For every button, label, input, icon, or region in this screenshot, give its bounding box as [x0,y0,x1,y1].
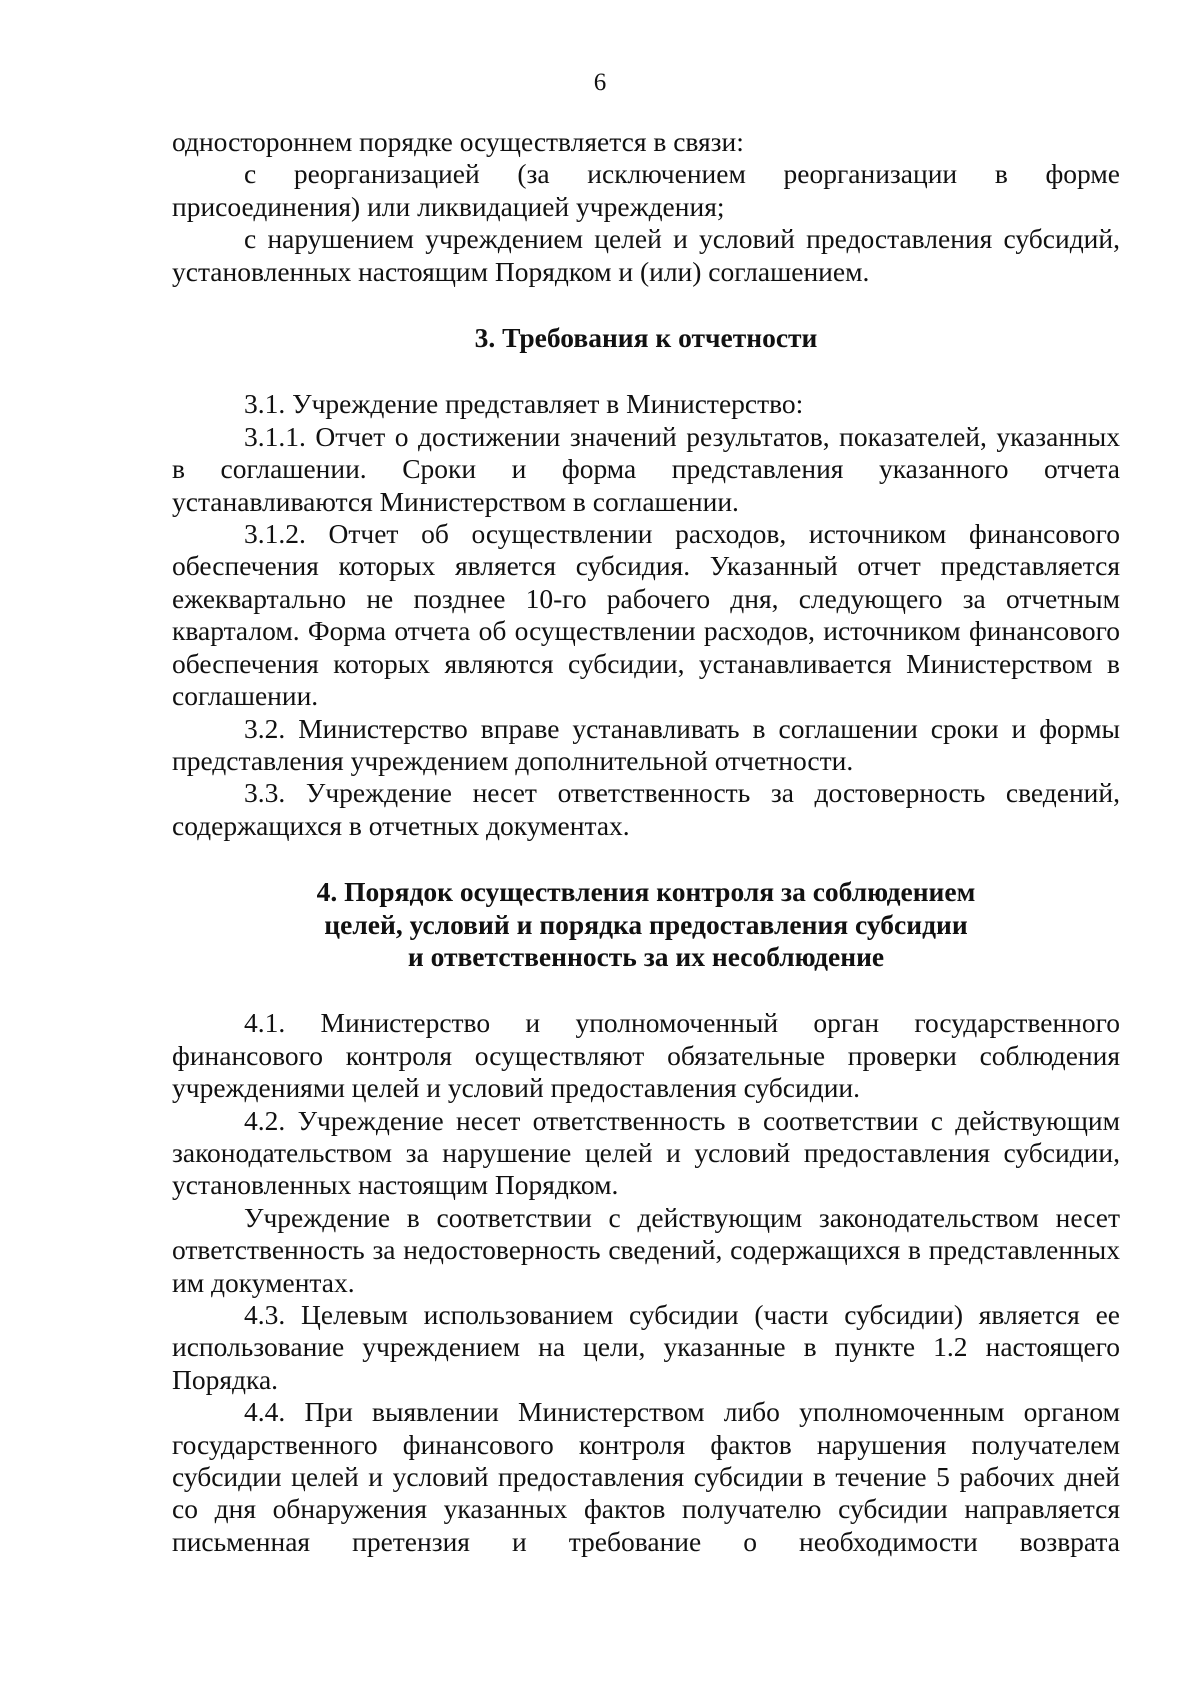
paragraph-section2-tail-3: с нарушением учреждением целей и условий предоставления субсидий, установленных настоящим Порядком и (или) соглашением. [172,223,1120,287]
section4-heading-line3: и ответственность за их несоблюдение [407,940,885,972]
paragraph-section2-tail-1: одностороннем порядке осуществляется в связи: [172,126,744,157]
paragraph-4-2-b: Учреждение в соответствии с действующим законодательством несет ответственность за недостоверность сведений, содержащихся в представленных им документах. [172,1201,1120,1298]
spacer [172,973,1120,1007]
paragraph-4-1: 4.1. Министерство и уполномоченный орган государственного финансового контроля осуществляют обязательные проверки соблюдения учреждениями целей и условий предоставления субсидии. [172,1007,1120,1104]
paragraph-3-1-1: 3.1.1. Отчет о достижении значений результатов, показателей, указанных в соглашении. Сроки и форма представления указанного отчета устанавливаются Министерством в соглашении. [172,420,1120,517]
section4-heading-line2: целей, условий и порядка предоставления субсидии [324,908,968,940]
paragraph-3-1: 3.1. Учреждение представляет в Министерство: [244,388,804,420]
section4-heading-line1: 4. Порядок осуществления контроля за соблюдением [316,876,976,908]
paragraph-section2-tail-2: с реорганизацией (за исключением реорганизации в форме присоединения) или ликвидацией учреждения; [172,158,1120,222]
paragraph-3-1-2: 3.1.2. Отчет об осуществлении расходов, источником финансового обеспечения которых является субсидия. Указанный отчет представляется ежеквартально не позднее 10-го рабочего дня, следующего за отчетным кварталом. Форма отчета об осуществлении расходов, источником финансового обеспечения которых являются субсидии, устанавливается Министерством в соглашении. [172,518,1120,712]
spacer [172,354,1120,388]
paragraph-4-3: 4.3. Целевым использованием субсидии (части субсидии) является ее использование учреждением на цели, указанные в пункте 1.2 настоящего Порядка. [172,1299,1120,1395]
spacer [172,288,1120,322]
paragraph-3-2: 3.2. Министерство вправе устанавливать в соглашении сроки и формы представления учреждением дополнительной отчетности. [172,712,1120,776]
paragraph-4-4: 4.4. При выявлении Министерством либо уполномоченным органом государственного финансового контроля фактов нарушения получателем субсидии целей и условий предоставления субсидии в течение 5 рабочих дней со дня обнаружения указанных фактов получателю субсидии направляется письменная претензия и требование о необходимости возврата [172,1396,1120,1557]
document-body [172,126,1120,1558]
spacer [172,842,1120,876]
paragraph-3-3: 3.3. Учреждение несет ответственность за достоверность сведений, содержащихся в отчетных документах. [172,777,1120,841]
page-number: 6 [593,69,607,96]
section3-heading: 3. Требования к отчетности [474,322,818,354]
section4-heading [172,876,1120,973]
paragraph-4-2: 4.2. Учреждение несет ответственность в соответствии с действующим законодательством за нарушение целей и условий предоставления субсидии, установленных настоящим Порядком. [172,1104,1120,1201]
